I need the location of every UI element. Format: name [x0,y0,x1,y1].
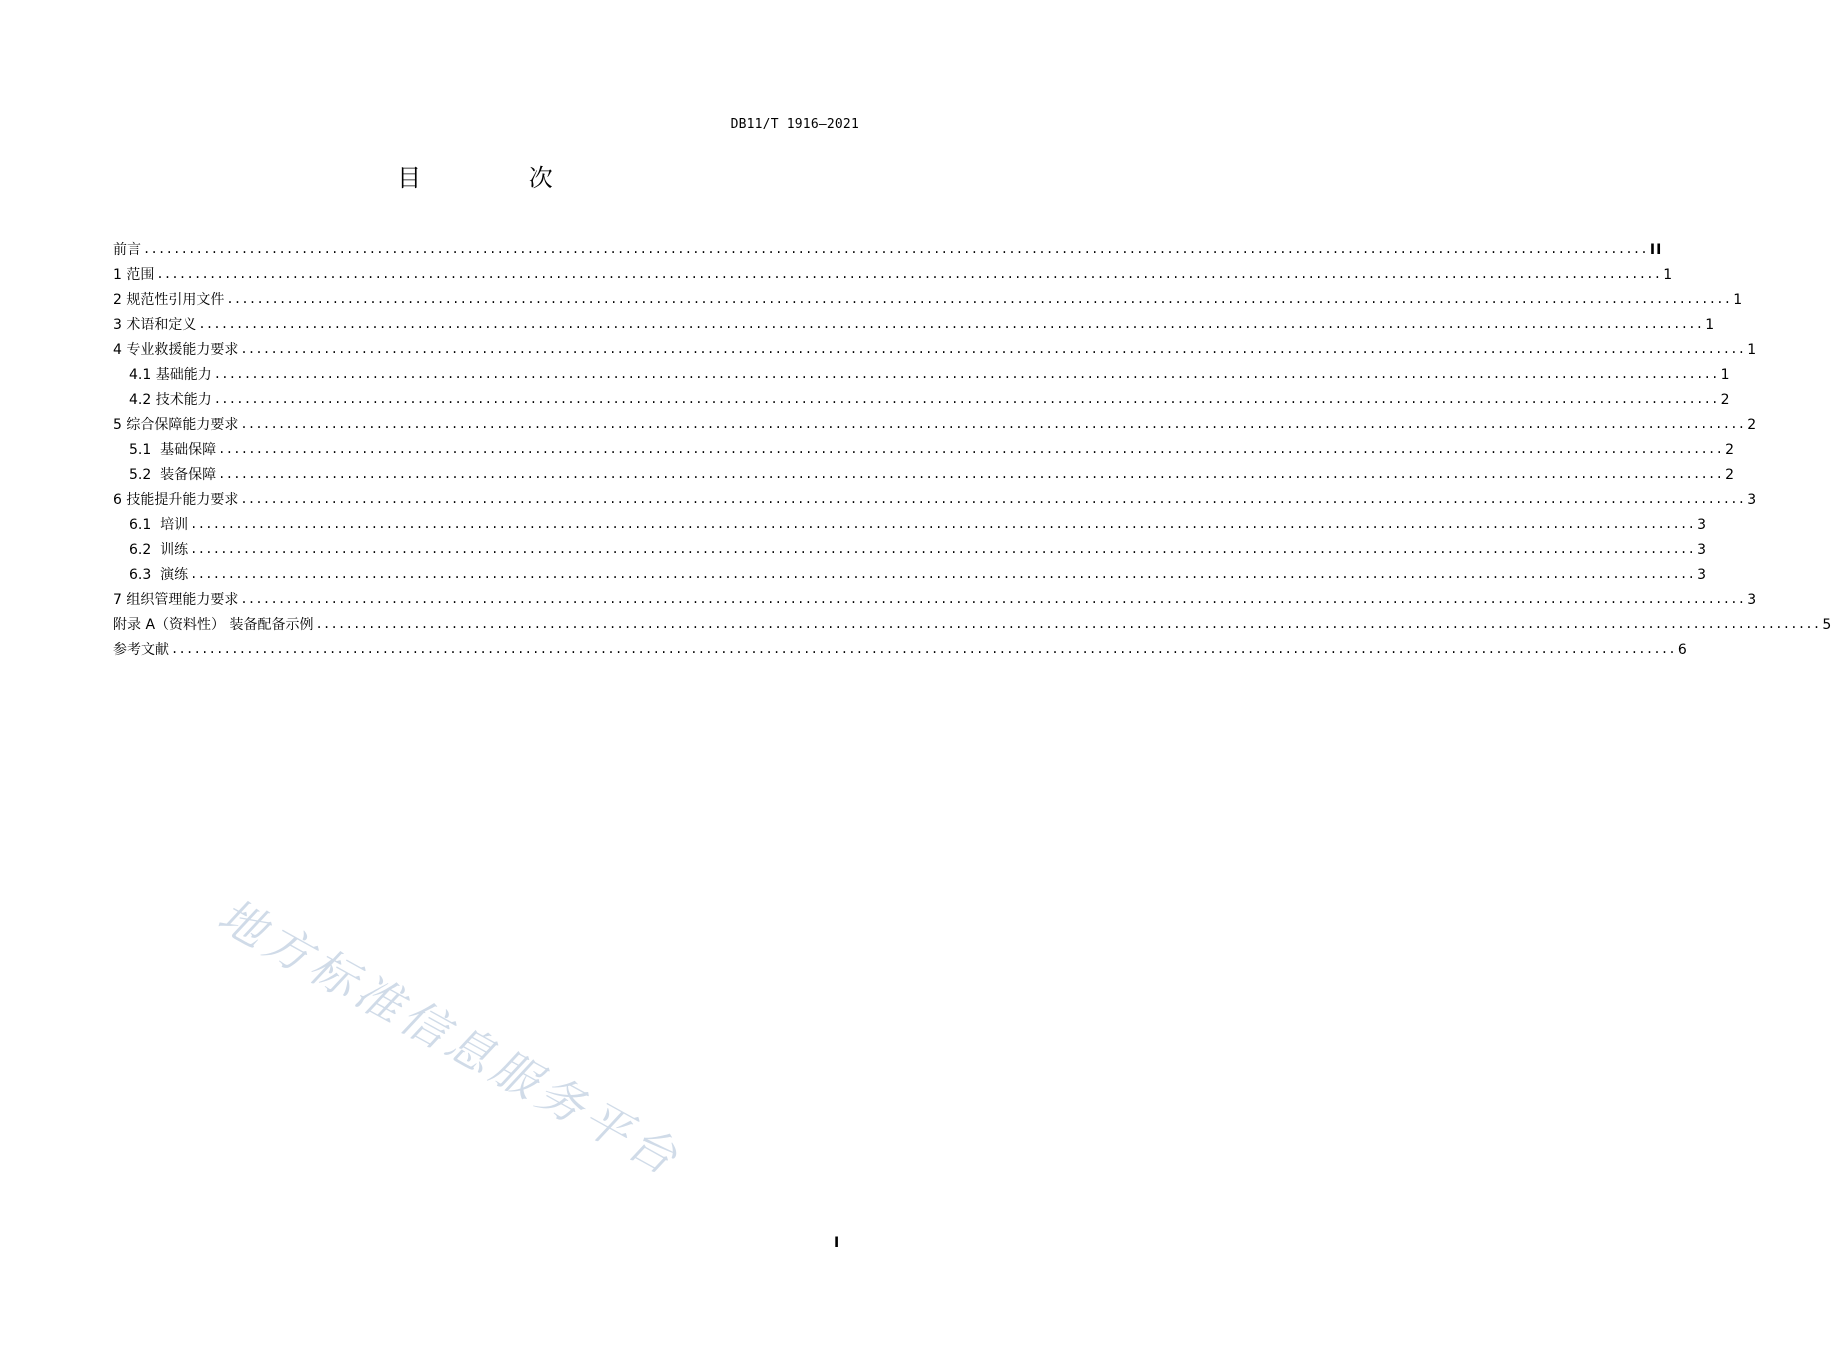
toc-entry-label: 6 技能提升能力要求 [113,492,239,508]
toc-dot-leader: ........................................................................................................................................................................................................ [240,417,1746,431]
toc-entry-page: 3 [1697,517,1707,533]
toc-entry-page: 2 [1747,417,1757,433]
toc-entry[interactable] [113,464,1735,489]
toc-entry-page: 2 [1725,442,1735,458]
toc-dot-leader: ........................................................................................................................................................................................................ [240,592,1746,606]
toc-entry-label: 6.2 训练 [129,542,189,558]
toc-entry[interactable] [113,514,1707,539]
toc-entry-page: 1 [1663,267,1673,283]
standard-code: DB11/T 1916—2021 [730,117,859,132]
toc-entry-label: 7 组织管理能力要求 [113,592,239,608]
toc-dot-leader: ........................................................................................................................................................................................................ [198,317,1704,331]
toc-entry-label: 3 术语和定义 [113,317,197,333]
toc-dot-leader: ........................................................................................................................................................................................................ [190,542,1696,556]
toc-dot-leader: ........................................................................................................................................................................................................ [156,267,1662,281]
page-number: I [834,1235,840,1251]
toc-dot-leader: ........................................................................................................................................................................................................ [171,642,1676,656]
toc-entry-page: 1 [1733,292,1743,308]
toc-entry-page: 3 [1747,592,1757,608]
toc-entry-page: 1 [1705,317,1715,333]
toc-entry-page: 2 [1720,392,1730,408]
toc-entry[interactable] [113,314,1715,339]
toc-entry[interactable] [113,439,1735,464]
toc-entry-label: 5 综合保障能力要求 [113,417,239,433]
toc-entry-label: 4 专业救援能力要求 [113,342,239,358]
toc-dot-leader: ........................................................................................................................................................................................................ [213,392,1719,406]
toc-dot-leader: ........................................................................................................................................................................................................ [143,242,1648,256]
toc-dot-leader: ........................................................................................................................................................................................................ [190,517,1696,531]
toc-entry[interactable] [113,264,1673,289]
toc-entry-label: 2 规范性引用文件 [113,292,225,308]
toc-entry[interactable] [113,364,1730,389]
toc-entry-label: 5.1 基础保障 [129,442,217,458]
toc-entry-page: 6 [1677,642,1687,658]
toc-entry-label: 5.2 装备保障 [129,467,217,483]
toc-entry-label: 4.2 技术能力 [129,392,212,408]
toc-entry-page: 1 [1747,342,1757,358]
toc-entry[interactable] [113,414,1757,439]
toc-entry-page: 2 [1725,467,1735,483]
toc-entry-page: 3 [1697,567,1707,583]
table-of-contents [113,239,1831,664]
toc-dot-leader: ........................................................................................................................................................................................................ [315,617,1821,631]
toc-entry-label: 前言 [113,242,141,258]
toc-entry[interactable] [113,614,1831,639]
toc-dot-leader: ........................................................................................................................................................................................................ [240,342,1746,356]
toc-entry-page: II [1649,242,1663,258]
watermark: 地方标准信息服务平台 [209,887,691,1188]
toc-entry-page: 3 [1697,542,1707,558]
toc-dot-leader: ........................................................................................................................................................................................................ [213,367,1719,381]
toc-dot-leader: ........................................................................................................................................................................................................ [218,442,1724,456]
page-title: 目 次 [397,164,603,192]
toc-dot-leader: ........................................................................................................................................................................................................ [190,567,1696,581]
toc-entry[interactable] [113,489,1757,514]
toc-entry[interactable] [113,539,1707,564]
toc-entry[interactable] [113,239,1663,264]
toc-entry-label: 1 范围 [113,267,155,283]
toc-entry-page: 1 [1720,367,1730,383]
toc-entry-label: 参考文献 [113,642,169,658]
toc-dot-leader: ........................................................................................................................................................................................................ [226,292,1732,306]
toc-dot-leader: ........................................................................................................................................................................................................ [240,492,1746,506]
toc-entry[interactable] [113,564,1707,589]
toc-entry-page: 5 [1822,617,1831,633]
toc-entry[interactable] [113,289,1743,314]
toc-entry[interactable] [113,589,1757,614]
toc-dot-leader: ........................................................................................................................................................................................................ [218,467,1724,481]
toc-entry-label: 6.3 演练 [129,567,189,583]
toc-entry[interactable] [113,339,1757,364]
toc-entry[interactable] [113,389,1730,414]
toc-entry-label: 4.1 基础能力 [129,367,212,383]
toc-entry[interactable] [113,639,1687,664]
toc-entry-label: 6.1 培训 [129,517,189,533]
toc-entry-label: 附录 A（资料性） 装备配备示例 [113,617,314,633]
toc-entry-page: 3 [1747,492,1757,508]
